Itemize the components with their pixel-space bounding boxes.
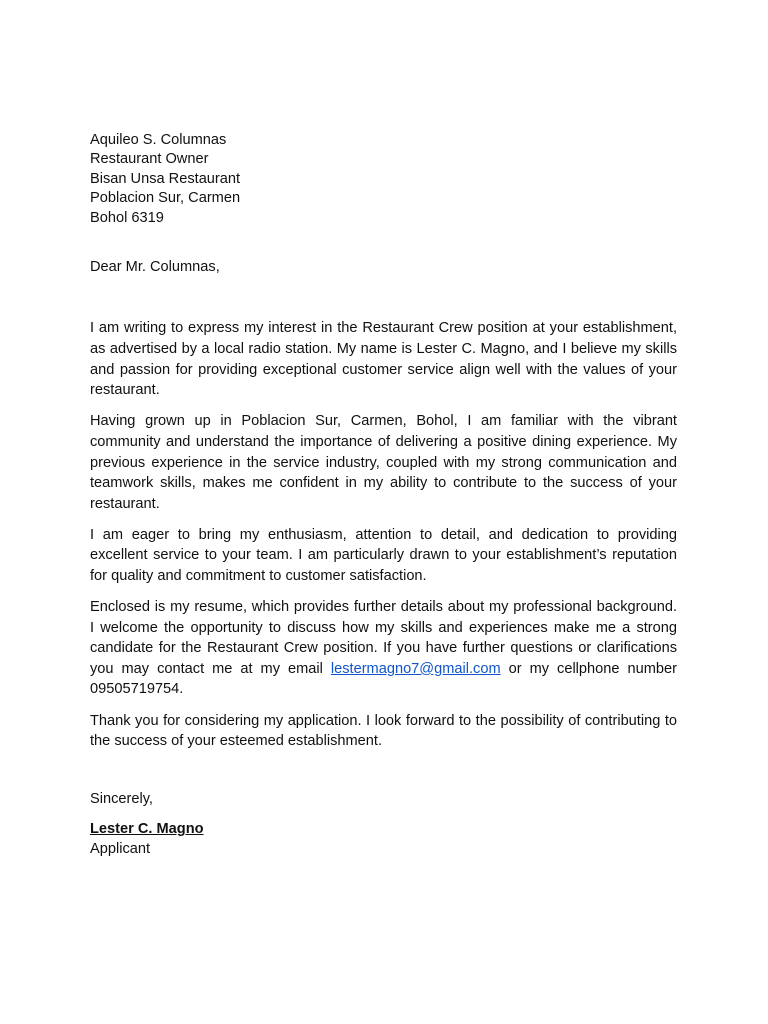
recipient-address xyxy=(90,131,677,228)
recipient-street: Poblacion Sur, Carmen xyxy=(90,190,241,207)
recipient-title: Restaurant Owner xyxy=(90,151,209,168)
recipient-name: Aquileo S. Columnas xyxy=(90,132,227,148)
signer-title: Applicant xyxy=(90,840,151,857)
paragraph-thanks: Thank you for considering my application. I look forward to the possibility of contributing to the success of your esteemed establishment. xyxy=(90,712,677,750)
letter-page xyxy=(90,131,677,859)
paragraph-contact-text: Enclosed is my resume, which provides further details about my professional background. I welcome the opportunity to discuss how my skills and experiences make me a strong candidate for the Restaurant Crew position. If you have further questions or clarifications you may contact me at my email xyxy=(90,599,677,677)
signer-name: Lester C. Magno xyxy=(90,821,204,838)
paragraph-enthusiasm: I am eager to bring my enthusiasm, attention to detail, and dedication to providing excellent service to your team. I am particularly drawn to your establishment’s reputation for quality and commitment to customer satisfaction. xyxy=(90,526,677,584)
closing: Sincerely, xyxy=(90,790,153,807)
signature-block xyxy=(90,809,677,859)
paragraph-background: Having grown up in Poblacion Sur, Carmen, Bohol, I am familiar with the vibrant community and understand the importance of delivering a positive dining experience. My previous experience in the service industry, coupled with my strong communication and teamwork skills, makes me confident in my ability to contribute to the success of your restaurant. xyxy=(90,413,677,512)
paragraph-contact xyxy=(90,597,677,700)
recipient-city: Bohol 6319 xyxy=(90,209,164,226)
salutation: Dear Mr. Columnas, xyxy=(90,259,220,276)
paragraph-intro: I am writing to express my interest in the Restaurant Crew position at your establishment, as advertised by a local radio station. My name is Lester C. Magno, and I believe my skills and passion for providing exceptional customer service align well with the values of your restaurant. xyxy=(90,320,677,399)
email-link[interactable]: lestermagno7@gmail.com xyxy=(330,660,501,677)
recipient-company: Bisan Unsa Restaurant xyxy=(90,170,241,187)
paragraph-contact-phone: or my cellphone number 09505719754. xyxy=(90,660,677,698)
